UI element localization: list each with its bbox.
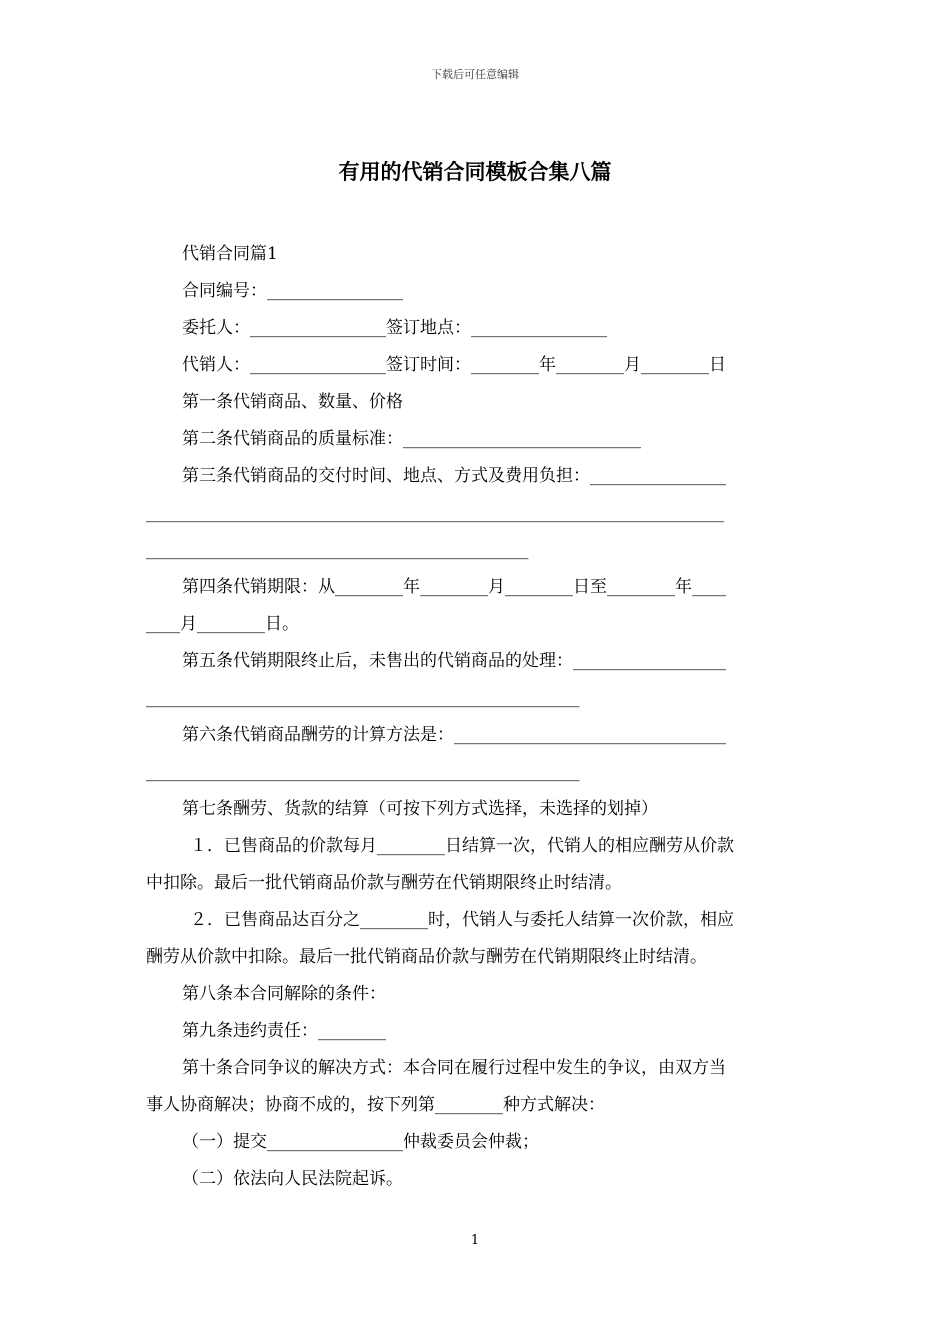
clause-6-continuation: ___________________________________________________ [146, 762, 580, 782]
contract-number-line: 合同编号：________________ [182, 281, 403, 301]
clause-7-item-1-continuation: 中扣除。最后一批代销商品价款与酬劳在代销期限终止时结清。 [146, 873, 622, 893]
agent-line: 代销人：________________签订时间：________年________月________日 [182, 355, 726, 375]
page-header: 下载后可任意编辑 [431, 68, 519, 81]
dispute-option-2: （二）依法向人民法院起诉。 [182, 1169, 403, 1189]
clause-3-continuation: _____________________________________________ [146, 540, 529, 560]
clause-5: 第五条代销期限终止后，未售出的代销商品的处理：__________________ [182, 651, 726, 671]
clause-4: 第四条代销期限：从________年________月________日至________年____ [182, 577, 726, 597]
clause-1: 第一条代销商品、数量、价格 [182, 392, 403, 412]
clause-7-item-1: １．已售商品的价款每月________日结算一次，代销人的相应酬劳从价款 [190, 836, 734, 856]
clause-7: 第七条酬劳、货款的结算（可按下列方式选择，未选择的划掉） [182, 799, 658, 819]
clause-9: 第九条违约责任：________ [182, 1021, 386, 1041]
clause-10: 第十条合同争议的解决方式：本合同在履行过程中发生的争议，由双方当 [182, 1058, 726, 1078]
clause-2: 第二条代销商品的质量标准：____________________________ [182, 429, 641, 449]
section-heading: 代销合同篇1 [182, 244, 278, 264]
clause-6: 第六条代销商品酬劳的计算方法是：________________________________ [182, 725, 726, 745]
clause-3-continuation: ____________________________________________________________________ [146, 503, 724, 523]
document-body [146, 236, 808, 1198]
clause-10-continuation: 事人协商解决；协商不成的，按下列第________种方式解决： [146, 1095, 605, 1115]
dispute-option-1: （一）提交________________仲裁委员会仲裁； [182, 1132, 539, 1152]
principal-line: 委托人：________________签订地点：________________ [182, 318, 607, 338]
clause-4-continuation: ____月________日。 [146, 614, 299, 634]
page-number: 1 [470, 1233, 480, 1248]
clause-5-continuation: ___________________________________________________ [146, 688, 580, 708]
clause-8: 第八条本合同解除的条件： [182, 984, 386, 1004]
clause-7-item-2-continuation: 酬劳从价款中扣除。最后一批代销商品价款与酬劳在代销期限终止时结清。 [146, 947, 707, 967]
clause-7-item-2: ２．已售商品达百分之________时，代销人与委托人结算一次价款，相应 [190, 910, 734, 930]
document-title: 有用的代销合同模板合集八篇 [338, 160, 612, 184]
clause-3: 第三条代销商品的交付时间、地点、方式及费用负担：________________ [182, 466, 726, 486]
